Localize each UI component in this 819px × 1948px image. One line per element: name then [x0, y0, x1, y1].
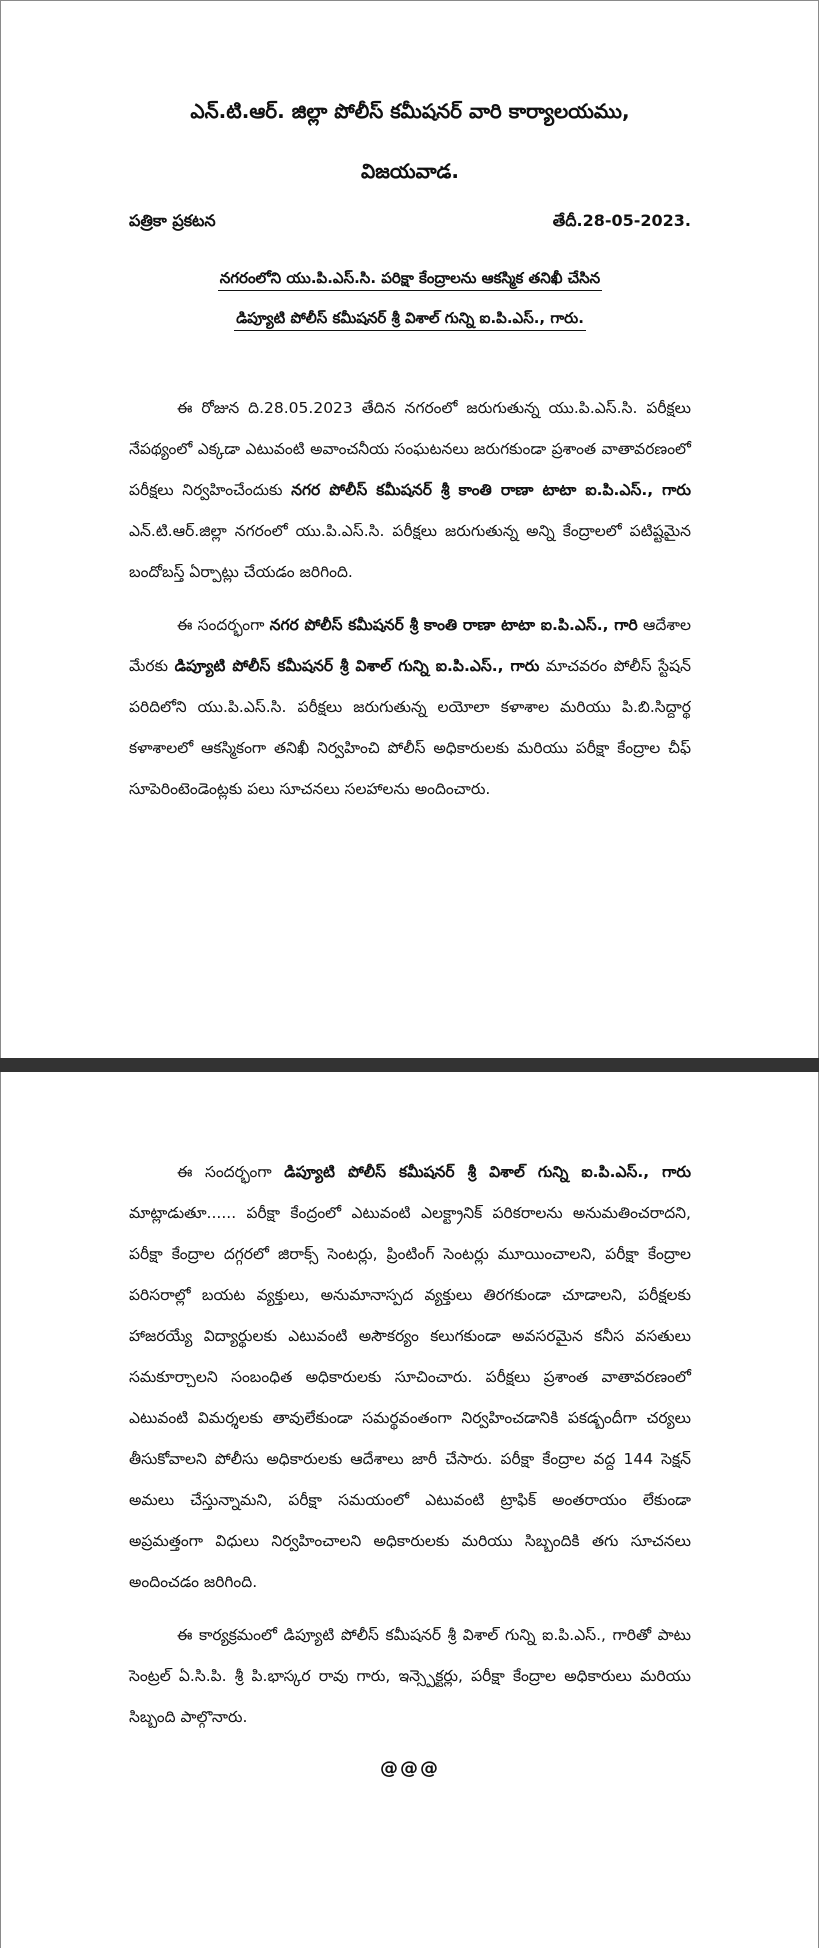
- paragraph-1: [129, 388, 691, 593]
- paragraph-2-text-b: ఆదేశాల మేరకు: [129, 616, 691, 675]
- page-1-content: [129, 81, 691, 810]
- paragraph-4-text: ఈ కార్యక్రమంలో డిప్యూటి పోలీస్ కమీషనర్ శ్రీ విశాల్ గున్ని ఐ.పి.ఎస్., గారితో పాటు సెంట్రల్ ఏ.సి.పి. శ్రీ పి.భాస్కర రావు గారు, ఇన్స్పెక్టర్లు, పరీక్షా కేంద్రాల అధికారులు మరియు సిబ్బంది పాల్గొనారు.: [129, 1626, 691, 1726]
- paragraph-2-text-a: ఈ సందర్భంగా: [177, 616, 270, 634]
- paragraph-1-text-b: ఎన్.టి.ఆర్.జిల్లా నగరంలో యు.పి.ఎస్.సి. పరీక్షలు జరుగుతున్న అన్ని కేంద్రాలలో పటిష్టమైన బందోబస్త్ ఏర్పాట్లు చేయడం జరిగింది.: [129, 522, 691, 581]
- subject-line-2: డిప్యూటి పోలీస్ కమీషనర్ శ్రీ విశాల్ గున్ని ఐ.పి.ఎస్., గారు.: [234, 309, 586, 331]
- paragraph-3-bold-a: డిప్యూటి పోలీస్ కమీషనర్ శ్రీ విశాల్ గున్ని ఐ.పి.ఎస్., గారు: [284, 1163, 691, 1181]
- paragraph-2-bold-a: నగర పోలీస్ కమీషనర్ శ్రీ కాంతి రాణా టాటా ఐ.పి.ఎస్., గారి: [269, 616, 638, 634]
- paragraph-4: [129, 1615, 691, 1738]
- paragraph-2: [129, 605, 691, 810]
- page-2-content: [129, 1152, 691, 1779]
- paragraph-2-text-c: మాచవరం పోలీస్ స్టేషన్ పరిదిలోని యు.పి.ఎస్.సి. పరీక్షలు జరుగుతున్న లయోలా కళాశాల మరియు పి.బి.సిద్దార్థ కళాశాలలో ఆకస్మికంగా తనిఖీ నిర్వహించి పోలీస్ అధికారులకు మరియు పరీక్షా కేంద్రాల చీఫ్ సూపెరింటెండెంట్లకు పలు సూచనలు సలహాలను అందించారు.: [129, 657, 691, 798]
- paragraph-3: [129, 1152, 691, 1603]
- subject-line-1: నగరంలోని యు.పి.ఎస్.సి. పరిక్షా కేంద్రాలను ఆకస్మిక తనిఖీ చేసిన: [218, 269, 602, 291]
- subject-block: [129, 258, 691, 338]
- press-release-label: పత్రికా ప్రకటన: [129, 211, 216, 230]
- paragraph-1-text-a: ఈ రోజున ది.28.05.2023 తేదిన నగరంలో జరుగుతున్న యు.పి.ఎస్.సి. పరీక్షలు నేపథ్యంలో ఎక్కడా ఎటువంటి అవాంచనీయ సంఘటనలు జరుగకుండా ప్రశాంత వాతావరణంలో పరీక్షలు నిర్వహించేందుకు: [129, 399, 691, 499]
- release-date: తేదీ.28-05-2023.: [552, 211, 691, 230]
- page-separator: [0, 1058, 819, 1072]
- paragraph-2-bold-b: డిప్యూటి పోలీస్ కమీషనర్ శ్రీ విశాల్ గున్ని ఐ.పి.ఎస్., గారు: [174, 657, 540, 675]
- meta-row: [129, 211, 691, 234]
- document-page-2: [0, 1072, 819, 1948]
- paragraph-3-text-a: ఈ సందర్భంగా: [177, 1163, 285, 1181]
- paragraph-3-text-b: మాట్లాడుతూ...... పరీక్షా కేంద్రంలో ఎటువంటి ఎలక్ట్రానిక్ పరికరాలను అనుమతించరాదని, పరీక్షా కేంద్రాల దగ్గరలో జిరాక్స్ సెంటర్లు, ప్రింటింగ్ సెంటర్లు మూయించాలని, పరీక్షా కేంద్రాల పరిసరాల్లో బయట వ్యక్తులు, అనుమానాస్పద వ్యక్తులు తిరగకుండా చూడాలని, పరీక్షలకు హాజరయ్యే విద్యార్థులకు ఎటువంటి అసౌకర్యం కలుగకుండా అవసరమైన కనీస వసతులు సమకూర్చాలని సంబంధిత అధికారులకు సూచించారు. పరీక్షలు ప్రశాంత వాతావరణంలో ఎటువంటి విమర్శలకు తావులేకుండా సమర్థవంతంగా నిర్వహించడానికి పకడ్బందీగా చర్యలు తీసుకోవాలని పోలీసు అధికారులకు ఆదేశాలు జారీ చేసారు. పరీక్షా కేంద్రాల వద్ద 144 సెక్షన్ అమలు చేస్తున్నామని, పరీక్షా సమయంలో ఎటువంటి ట్రాఫిక్ అంతరాయం లేకుండా అప్రమత్తంగా విధులు నిర్వహించాలని అధికారులకు మరియు సిబ్బందికి తగు సూచనలు అందించడం జరిగింది.: [129, 1204, 691, 1591]
- city-title: విజయవాడ.: [361, 159, 459, 183]
- end-mark: @@@: [380, 1758, 440, 1779]
- paragraph-1-bold-a: నగర పోలీస్ కమీషనర్ శ్రీ కాంతి రాణా టాటా ఐ.పి.ఎస్., గారు: [291, 481, 691, 499]
- office-title: ఎన్.టి.ఆర్. జిల్లా పోలీస్ కమీషనర్ వారి కార్యాలయము,: [190, 99, 630, 123]
